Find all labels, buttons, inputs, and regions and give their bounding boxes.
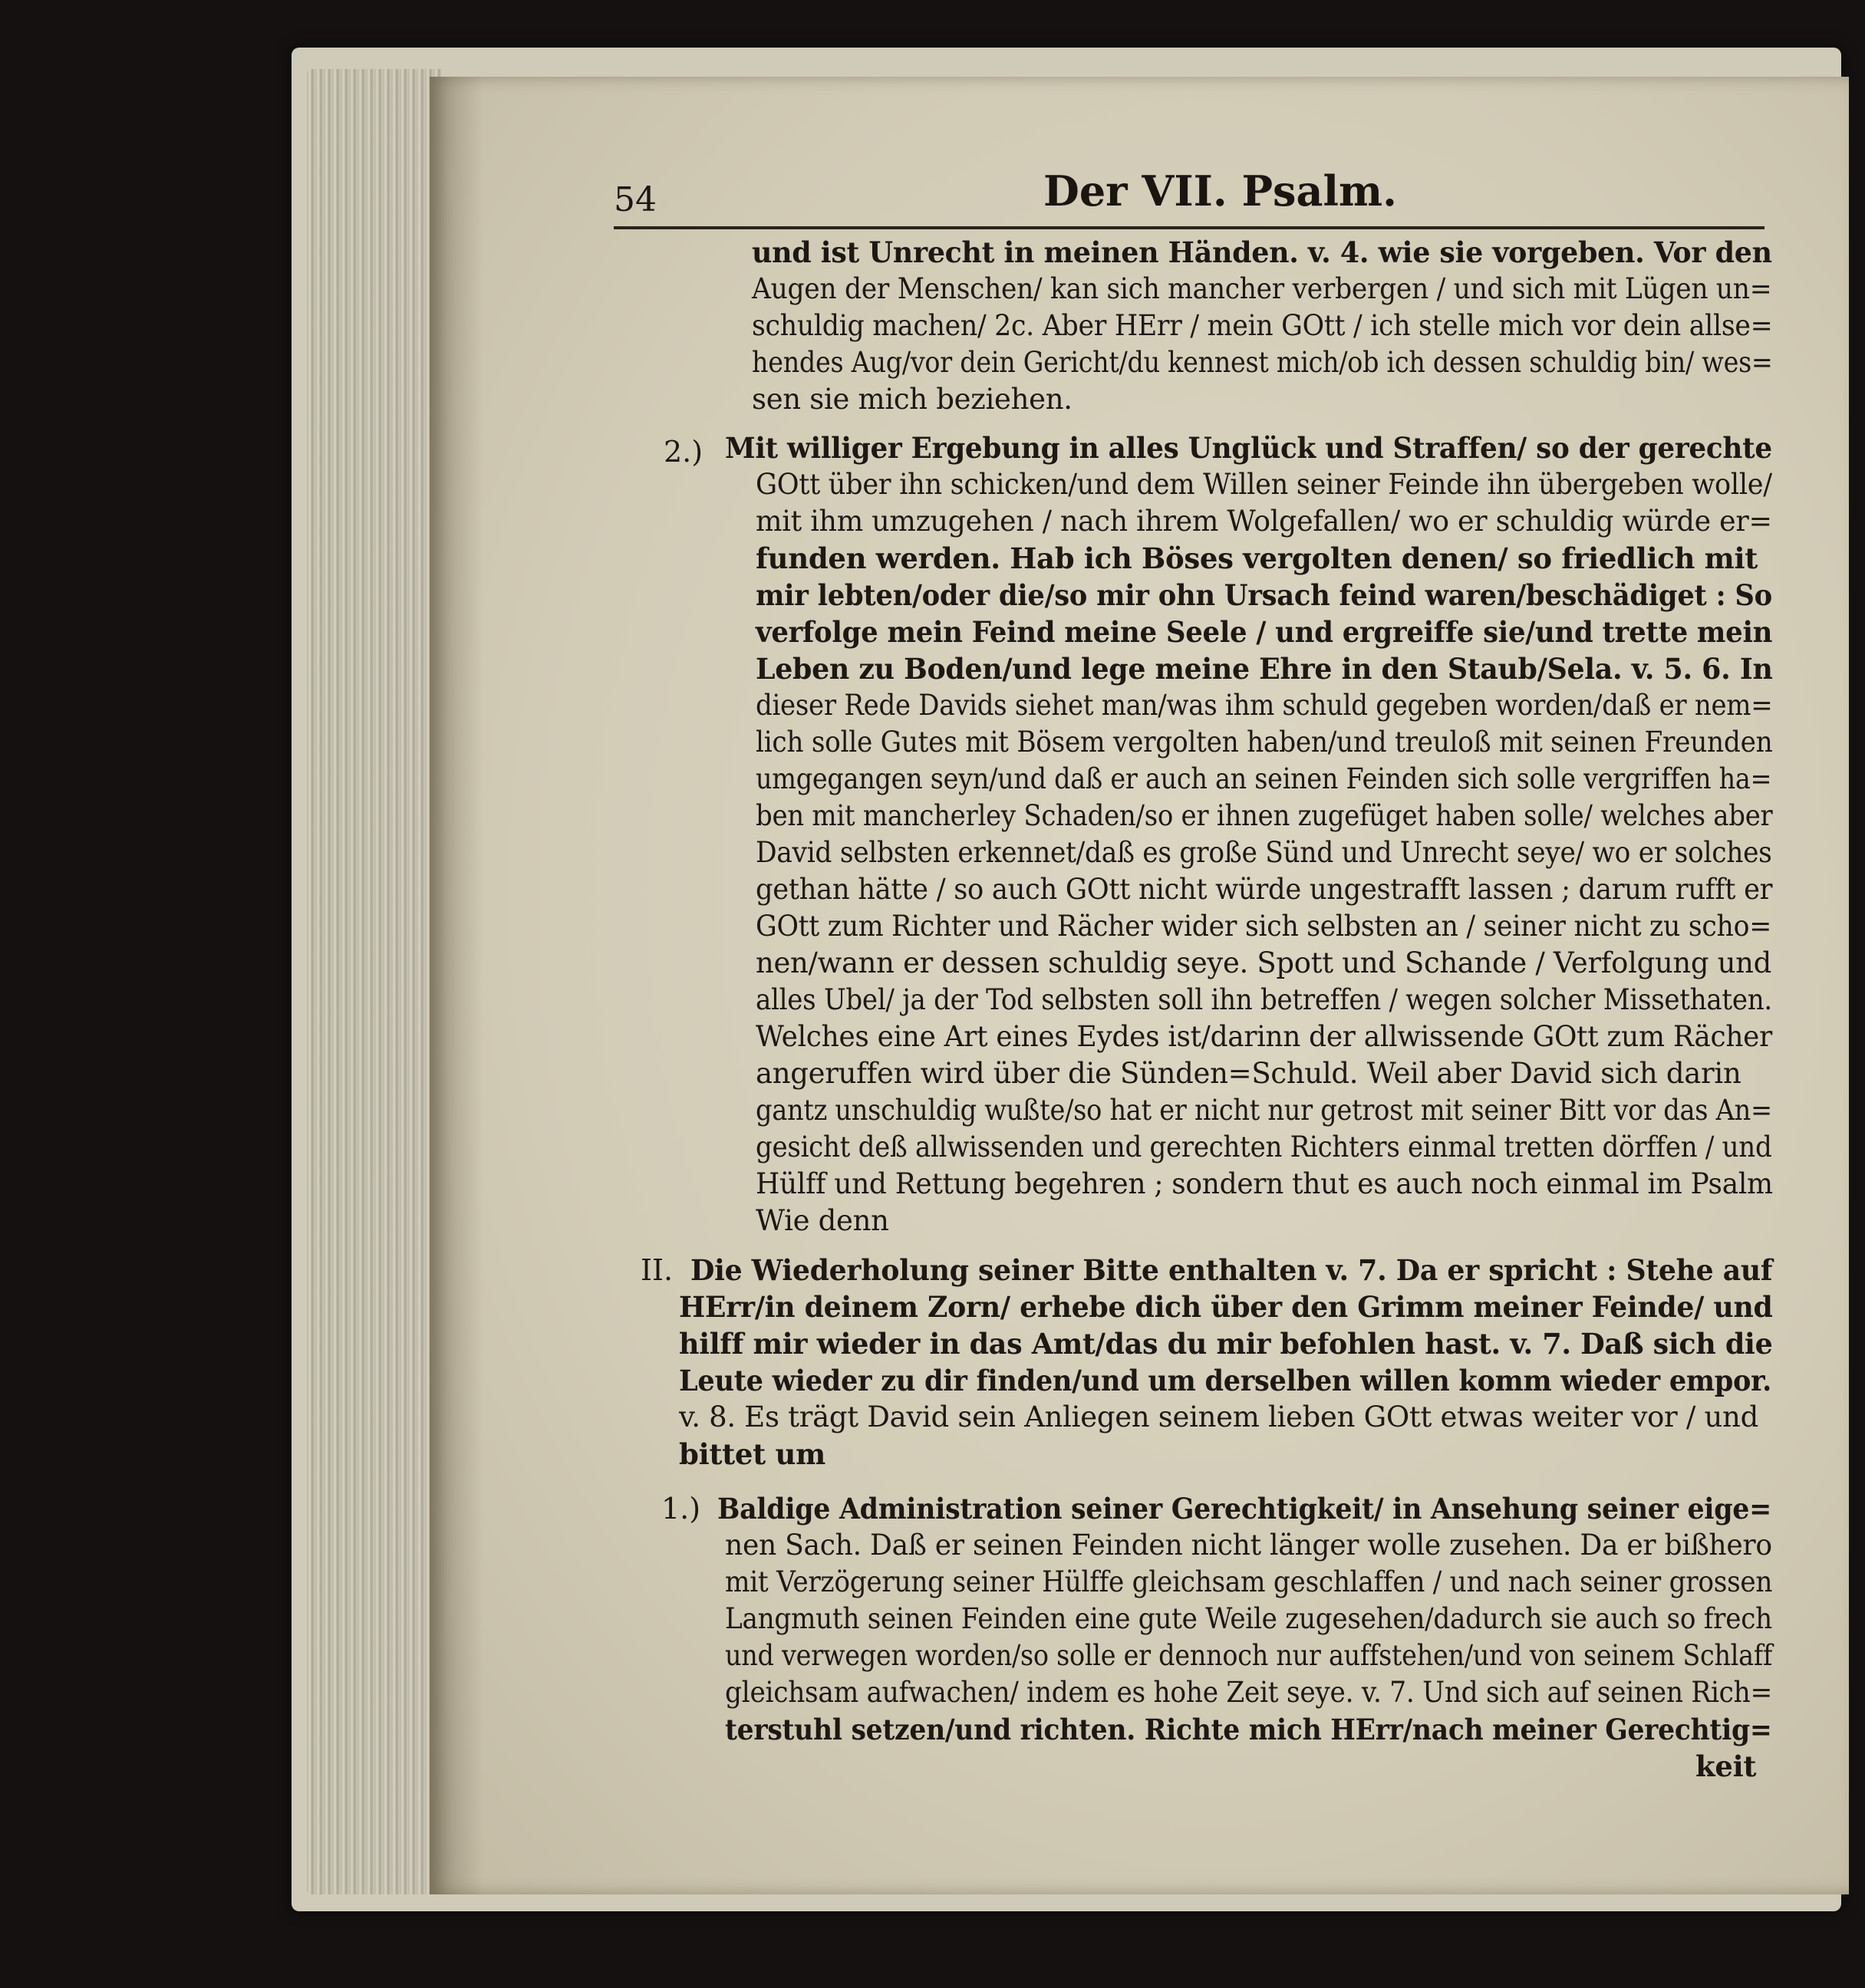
text-line: v. 8. Es trägt David sein Anliegen seinem lieben GOtt etwas weiter vor / und xyxy=(679,1400,1758,1433)
text-line: hendes Aug/vor dein Gericht/du kennest mich/ob ich dessen schuldig bin/ wes= xyxy=(752,346,1773,379)
running-title: Der VII. Psalm. xyxy=(1043,166,1397,216)
text-line: Wie denn xyxy=(756,1204,889,1237)
text-line: Baldige Administration seiner Gerechtigkeit/ in Ansehung seiner eige= xyxy=(717,1492,1771,1526)
text-line: hilff mir wieder in das Amt/das du mir befohlen hast. v. 7. Daß sich die xyxy=(679,1327,1773,1361)
text-line: Leute wieder zu dir finden/und um derselben willen komm wieder empor. xyxy=(679,1364,1772,1397)
text-line: gesicht deß allwissenden und gerechten Richters einmal tretten dörffen / und xyxy=(756,1131,1772,1164)
text-line: HErr/in deinem Zorn/ erhebe dich über den Grimm meiner Feinde/ und xyxy=(679,1290,1773,1324)
text-line: gethan hätte / so auch GOtt nicht würde ungestrafft lassen ; darum rufft er xyxy=(756,873,1773,906)
section-marker-1: 1.) xyxy=(661,1492,701,1526)
section-marker-II: II. xyxy=(641,1253,674,1287)
text-line: Die Wiederholung seiner Bitte enthalten v. 7. Da er spricht : Stehe auf xyxy=(690,1253,1773,1287)
text-line: Leben zu Boden/und lege meine Ehre in den Staub/Sela. v. 5. 6. In xyxy=(756,652,1773,686)
text-line: dieser Rede Davids siehet man/was ihm schuld gegeben worden/daß er nem= xyxy=(756,689,1773,722)
text-line: Augen der Menschen/ kan sich mancher verbergen / und sich mit Lügen un= xyxy=(752,272,1772,305)
text-line: GOtt über ihn schicken/und dem Willen seiner Feinde ihn übergeben wolle/ xyxy=(756,468,1772,501)
text-line: alles Ubel/ ja der Tod selbsten soll ihn betreffen / wegen solcher Missethaten. xyxy=(756,983,1772,1016)
catchword: keit xyxy=(1695,1749,1757,1783)
text-line: David selbsten erkennet/daß es große Sünd und Unrecht seye/ wo er solches xyxy=(756,836,1772,869)
text-line: nen Sach. Daß er seinen Feinden nicht länger wolle zusehen. Da er bißhero xyxy=(725,1529,1772,1562)
text-line: mir lebten/oder die/so mir ohn Ursach feind waren/beschädiget : So xyxy=(756,578,1772,612)
text-line: angeruffen wird über die Sünden=Schuld. Weil aber David sich darin xyxy=(756,1057,1741,1090)
text-line: mit Verzögerung seiner Hülffe gleichsam geschlaffen / und nach seiner grossen xyxy=(725,1565,1773,1598)
text-line: terstuhl setzen/und richten. Richte mich HErr/nach meiner Gerechtig= xyxy=(725,1713,1772,1746)
text-line: und ist Unrecht in meinen Händen. v. 4. wie sie vorgeben. Vor den xyxy=(752,235,1772,269)
text-line: lich solle Gutes mit Bösem vergolten haben/und treuloß mit seinen Freunden xyxy=(756,726,1773,759)
text-line: verfolge mein Feind meine Seele / und ergreiffe sie/und trette mein xyxy=(756,615,1773,649)
text-line: gleichsam aufwachen/ indem es hohe Zeit seye. v. 7. Und sich auf seinen Rich= xyxy=(725,1676,1773,1709)
section-marker-2: 2.) xyxy=(664,435,703,469)
text-line: Hülff und Rettung begehren ; sondern thut es auch noch einmal im Psalm xyxy=(756,1167,1773,1200)
text-line: ben mit mancherley Schaden/so er ihnen zugefüget haben solle/ welches aber xyxy=(756,799,1773,832)
text-line: GOtt zum Richter und Rächer wider sich selbsten an / seiner nicht zu scho= xyxy=(756,910,1772,943)
text-line: Welches eine Art eines Eydes ist/darinn der allwissende GOtt zum Rächer xyxy=(756,1020,1772,1053)
text-line: umgegangen seyn/und daß er auch an seinen Feinden sich solle vergriffen ha= xyxy=(756,762,1772,795)
text-line: gantz unschuldig wußte/so hat er nicht nur getrost mit seiner Bitt vor das An= xyxy=(756,1094,1772,1127)
page-number: 54 xyxy=(614,180,657,219)
text-line: Langmuth seinen Feinden eine gute Weile zugesehen/dadurch sie auch so frech xyxy=(725,1602,1772,1635)
text-line: nen/wann er dessen schuldig seye. Spott und Schande / Verfolgung und xyxy=(756,946,1772,979)
text-line: bittet um xyxy=(679,1437,825,1471)
text-line: funden werden. Hab ich Böses vergolten denen/ so friedlich mit xyxy=(756,541,1758,575)
text-line: und verwegen worden/so solle er dennoch nur auffstehen/und von seinem Schlaff xyxy=(725,1639,1773,1672)
text-line: sen sie mich beziehen. xyxy=(752,383,1073,416)
text-line: mit ihm umzugehen / nach ihrem Wolgefallen/ wo er schuldig würde er= xyxy=(756,505,1772,538)
text-line: Mit williger Ergebung in alles Unglück und Straffen/ so der gerechte xyxy=(725,431,1772,465)
text-line: schuldig machen/ 2c. Aber HErr / mein GOtt / ich stelle mich vor dein allse= xyxy=(752,309,1773,342)
